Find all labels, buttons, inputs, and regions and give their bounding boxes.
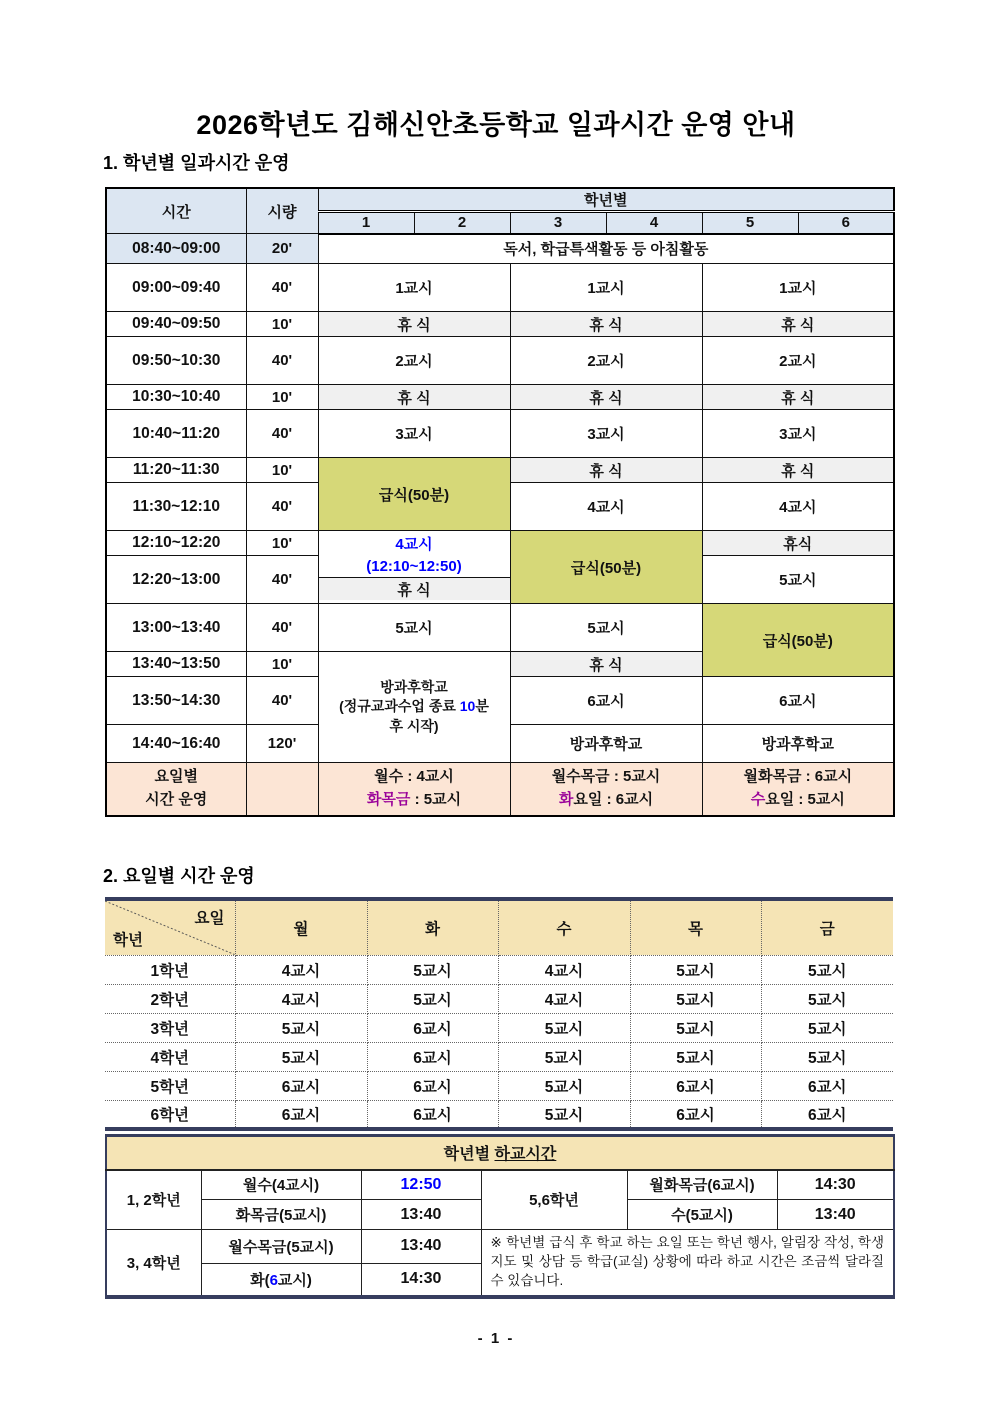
- class-cell: 4교시: [510, 483, 702, 531]
- rest-cell: 휴 식: [510, 652, 702, 677]
- footer-label-line2: 시간 운영: [145, 790, 208, 808]
- footer-group2-line1: 월수목금 : 5교시: [551, 768, 661, 786]
- period-cell: 6교시: [367, 1013, 498, 1042]
- table-row: [105, 955, 893, 984]
- class-cell: 1교시: [510, 264, 702, 312]
- period-cell: 5교시: [367, 955, 498, 984]
- col-header-grade-band: 학년별: [318, 188, 894, 212]
- dismissal-time-cell: 14:30: [361, 1263, 481, 1297]
- dismissal-title-prefix: 학년별: [443, 1146, 495, 1164]
- grade-label-cell: 4학년: [105, 1042, 235, 1071]
- corner-label-grade: 학년: [113, 931, 143, 949]
- dismissal-title-underlined: 하교시간: [494, 1146, 557, 1164]
- lunch-cell: 급식(50분): [510, 531, 702, 604]
- time-cell: 13:50~14:30: [106, 677, 246, 725]
- footer-group2-rest: 요일 : 6교시: [573, 790, 654, 808]
- time-cell: 10:40~11:20: [106, 410, 246, 458]
- fourth-period-line1: 4교시: [395, 535, 433, 553]
- footer-label-cell: [106, 763, 246, 816]
- period-cell: 5교시: [761, 955, 893, 984]
- lunch-cell: 급식(50분): [318, 458, 510, 531]
- period-cell: 5교시: [367, 984, 498, 1013]
- daily-schedule-table: [105, 187, 895, 817]
- time-cell: 12:10~12:20: [106, 531, 246, 556]
- duration-cell: 40': [246, 604, 318, 652]
- time-cell: 14:40~16:40: [106, 725, 246, 763]
- duration-cell: 40': [246, 264, 318, 312]
- class-cell: 6교시: [510, 677, 702, 725]
- split-wrapper: [319, 534, 510, 601]
- rest-cell: 휴 식: [318, 312, 510, 337]
- period-cell: 5교시: [498, 1071, 630, 1100]
- duration-cell: 10': [246, 312, 318, 337]
- after-school-line1: 방과후학교: [380, 678, 448, 695]
- dismissal-time-table: [105, 1134, 895, 1299]
- duration-cell: 40': [246, 483, 318, 531]
- grade-group-label: 5,6학년: [481, 1170, 627, 1230]
- period-cell: 5교시: [498, 1013, 630, 1042]
- class-cell: 5교시: [702, 556, 894, 604]
- table-row: [105, 1071, 893, 1100]
- grade-label-cell: 1학년: [105, 955, 235, 984]
- grade-label-cell: 2학년: [105, 984, 235, 1013]
- footer-label-line1: 요일별: [154, 768, 198, 786]
- time-cell: 11:30~12:10: [106, 483, 246, 531]
- day-header-wed: 수: [498, 899, 630, 955]
- grade-label-cell: 3학년: [105, 1013, 235, 1042]
- class-cell: 1교시: [702, 264, 894, 312]
- class-cell: 6교시: [702, 677, 894, 725]
- rest-cell: 휴 식: [510, 312, 702, 337]
- duration-cell: 40': [246, 410, 318, 458]
- rest-cell: 휴 식: [702, 385, 894, 410]
- period-cell: 5교시: [498, 1042, 630, 1071]
- time-cell: 10:30~10:40: [106, 385, 246, 410]
- corner-header-cell: [105, 899, 235, 955]
- footer-group3-rest: 요일 : 5교시: [765, 790, 845, 808]
- weekday-periods-table: [105, 897, 893, 1131]
- rest-cell: 휴 식: [702, 458, 894, 483]
- period-cell: 4교시: [235, 984, 367, 1013]
- period-cell: 4교시: [235, 955, 367, 984]
- period-cell: 6교시: [367, 1042, 498, 1071]
- footer-group1-rest: : 5교시: [410, 790, 462, 808]
- day-pattern-cell: [201, 1263, 361, 1297]
- footer-group2-highlight: 화: [558, 790, 574, 808]
- col-header-grade-2: 2: [414, 212, 510, 234]
- rest-cell: 휴 식: [510, 385, 702, 410]
- after-school-line3: 후 시작): [389, 717, 439, 734]
- period-cell: 5교시: [761, 1042, 893, 1071]
- dismissal-time-cell: 12:50: [361, 1170, 481, 1200]
- period-cell: 4교시: [498, 955, 630, 984]
- footer-group3-highlight: 수: [750, 790, 766, 808]
- class-cell: 4교시: [702, 483, 894, 531]
- period-cell: 5교시: [235, 1013, 367, 1042]
- day-header-mon: 월: [235, 899, 367, 955]
- time-cell: 08:40~09:00: [106, 234, 246, 264]
- time-cell: 09:40~09:50: [106, 312, 246, 337]
- table-row: [105, 1042, 893, 1071]
- table-row: [105, 1013, 893, 1042]
- footer-group2-cell: [510, 763, 702, 816]
- rest-cell: 휴 식: [318, 385, 510, 410]
- dismissal-time-cell: 13:40: [361, 1200, 481, 1230]
- page-title: 2026학년도 김해신안초등학교 일과시간 운영 안내: [196, 110, 796, 140]
- col-header-grade-5: 5: [702, 212, 798, 234]
- time-cell: 12:20~13:00: [106, 556, 246, 604]
- period-cell: 5교시: [630, 1042, 761, 1071]
- class-cell: 5교시: [510, 604, 702, 652]
- footer-empty-cell: [246, 763, 318, 816]
- footer-group1-highlight: 화목금: [366, 790, 411, 808]
- day-header-tue: 화: [367, 899, 498, 955]
- page-number: - 1 -: [477, 1330, 515, 1347]
- footer-group3-line1: 월화목금 : 6교시: [743, 768, 853, 786]
- class-cell: 3교시: [318, 410, 510, 458]
- duration-cell: 120': [246, 725, 318, 763]
- rest-cell: 휴 식: [702, 312, 894, 337]
- class-cell: 방과후학교: [510, 725, 702, 763]
- dismissal-time-cell: 13:40: [361, 1230, 481, 1264]
- after-school-line2-text: (정규교과수업 종료: [339, 698, 460, 715]
- class-cell: 3교시: [510, 410, 702, 458]
- period-cell: 5교시: [498, 1100, 630, 1129]
- time-cell: 09:00~09:40: [106, 264, 246, 312]
- grade-group-label: 3, 4학년: [106, 1230, 201, 1297]
- class-cell: 2교시: [702, 337, 894, 385]
- time-cell: 13:00~13:40: [106, 604, 246, 652]
- dismissal-time-cell: 14:30: [777, 1170, 894, 1200]
- duration-cell: 10': [246, 652, 318, 677]
- dismissal-time-cell: 13:40: [777, 1200, 894, 1230]
- class-cell: 방과후학교: [702, 725, 894, 763]
- dismissal-table-title: [106, 1136, 894, 1170]
- footer-group1-line2: [319, 789, 510, 812]
- duration-cell: 10': [246, 531, 318, 556]
- day-pattern-prefix: 화(: [250, 1271, 270, 1289]
- class-cell: 3교시: [702, 410, 894, 458]
- rest-cell: 휴식: [702, 531, 894, 556]
- footer-group1-line1: 월수 : 4교시: [374, 768, 454, 786]
- day-pattern-cell: 수(5교시): [627, 1200, 777, 1230]
- period-cell: 6교시: [367, 1100, 498, 1129]
- footer-group1-cell: [318, 763, 510, 816]
- section-1-heading: 1. 학년별 일과시간 운영: [103, 153, 290, 173]
- duration-cell: 40': [246, 677, 318, 725]
- corner-label-day: 요일: [194, 910, 225, 927]
- day-pattern-cell: 월화목금(6교시): [627, 1170, 777, 1200]
- period-cell: 6교시: [630, 1100, 761, 1129]
- col-header-time: 시간: [106, 188, 246, 234]
- table-row: [105, 984, 893, 1013]
- period-cell: 4교시: [498, 984, 630, 1013]
- class-cell: 5교시: [318, 604, 510, 652]
- duration-cell: 10': [246, 385, 318, 410]
- col-header-grade-4: 4: [606, 212, 702, 234]
- period-cell: 6교시: [235, 1100, 367, 1129]
- day-pattern-cell: 월수(4교시): [201, 1170, 361, 1200]
- grade-group-label: 1, 2학년: [106, 1170, 201, 1230]
- col-header-grade-6: 6: [798, 212, 894, 234]
- after-school-line2: [319, 697, 510, 717]
- rest-cell: 휴 식: [510, 458, 702, 483]
- grade-label-cell: 6학년: [105, 1100, 235, 1129]
- table-row: [105, 1100, 893, 1129]
- period-cell: 6교시: [761, 1071, 893, 1100]
- fourth-period-label: [319, 534, 510, 578]
- col-header-grade-1: 1: [318, 212, 414, 234]
- day-pattern-cell: 월수목금(5교시): [201, 1230, 361, 1264]
- fourth-period-split-cell: [318, 531, 510, 604]
- period-cell: 6교시: [630, 1071, 761, 1100]
- period-cell: 6교시: [235, 1071, 367, 1100]
- time-cell: 11:20~11:30: [106, 458, 246, 483]
- period-cell: 5교시: [630, 955, 761, 984]
- duration-cell: 20': [246, 234, 318, 264]
- col-header-grade-3: 3: [510, 212, 606, 234]
- footer-group3-cell: [702, 763, 894, 816]
- footer-group2-line2: [511, 789, 702, 812]
- morning-activity-cell: 독서, 학급특색활동 등 아침활동: [318, 234, 894, 264]
- duration-cell: 40': [246, 337, 318, 385]
- footer-group3-line2: [703, 789, 894, 812]
- period-cell: 5교시: [630, 1013, 761, 1042]
- period-cell: 5교시: [761, 1013, 893, 1042]
- class-cell: 1교시: [318, 264, 510, 312]
- after-school-cell: [318, 652, 510, 763]
- dismissal-note: ※ 학년별 급식 후 학교 하는 요일 또는 학년 행사, 알림장 작성, 학생지도 및 상담 등 학급(교실) 상황에 따라 하교 시간은 조금씩 달라질 수 있습니다.: [481, 1230, 894, 1297]
- period-cell: 6교시: [761, 1100, 893, 1129]
- period-cell: 5교시: [761, 984, 893, 1013]
- class-cell: 2교시: [318, 337, 510, 385]
- after-school-line2-suffix: 분: [475, 698, 489, 715]
- time-cell: 09:50~10:30: [106, 337, 246, 385]
- duration-cell: 40': [246, 556, 318, 604]
- day-pattern-cell: 화목금(5교시): [201, 1200, 361, 1230]
- day-pattern-number: 6: [269, 1271, 278, 1289]
- section-2-heading: 2. 요일별 시간 운영: [103, 866, 255, 886]
- duration-cell: 10': [246, 458, 318, 483]
- period-cell: 5교시: [630, 984, 761, 1013]
- lunch-cell: 급식(50분): [702, 604, 894, 677]
- col-header-duration: 시량: [246, 188, 318, 234]
- day-header-thu: 목: [630, 899, 761, 955]
- rest-subcell: 휴 식: [319, 577, 510, 600]
- after-school-minutes-number: 10: [459, 698, 476, 715]
- class-cell: 2교시: [510, 337, 702, 385]
- period-cell: 5교시: [235, 1042, 367, 1071]
- period-cell: 6교시: [367, 1071, 498, 1100]
- fourth-period-line2: (12:10~12:50): [366, 557, 462, 575]
- grade-label-cell: 5학년: [105, 1071, 235, 1100]
- day-header-fri: 금: [761, 899, 893, 955]
- day-pattern-suffix: 교시): [277, 1271, 312, 1289]
- time-cell: 13:40~13:50: [106, 652, 246, 677]
